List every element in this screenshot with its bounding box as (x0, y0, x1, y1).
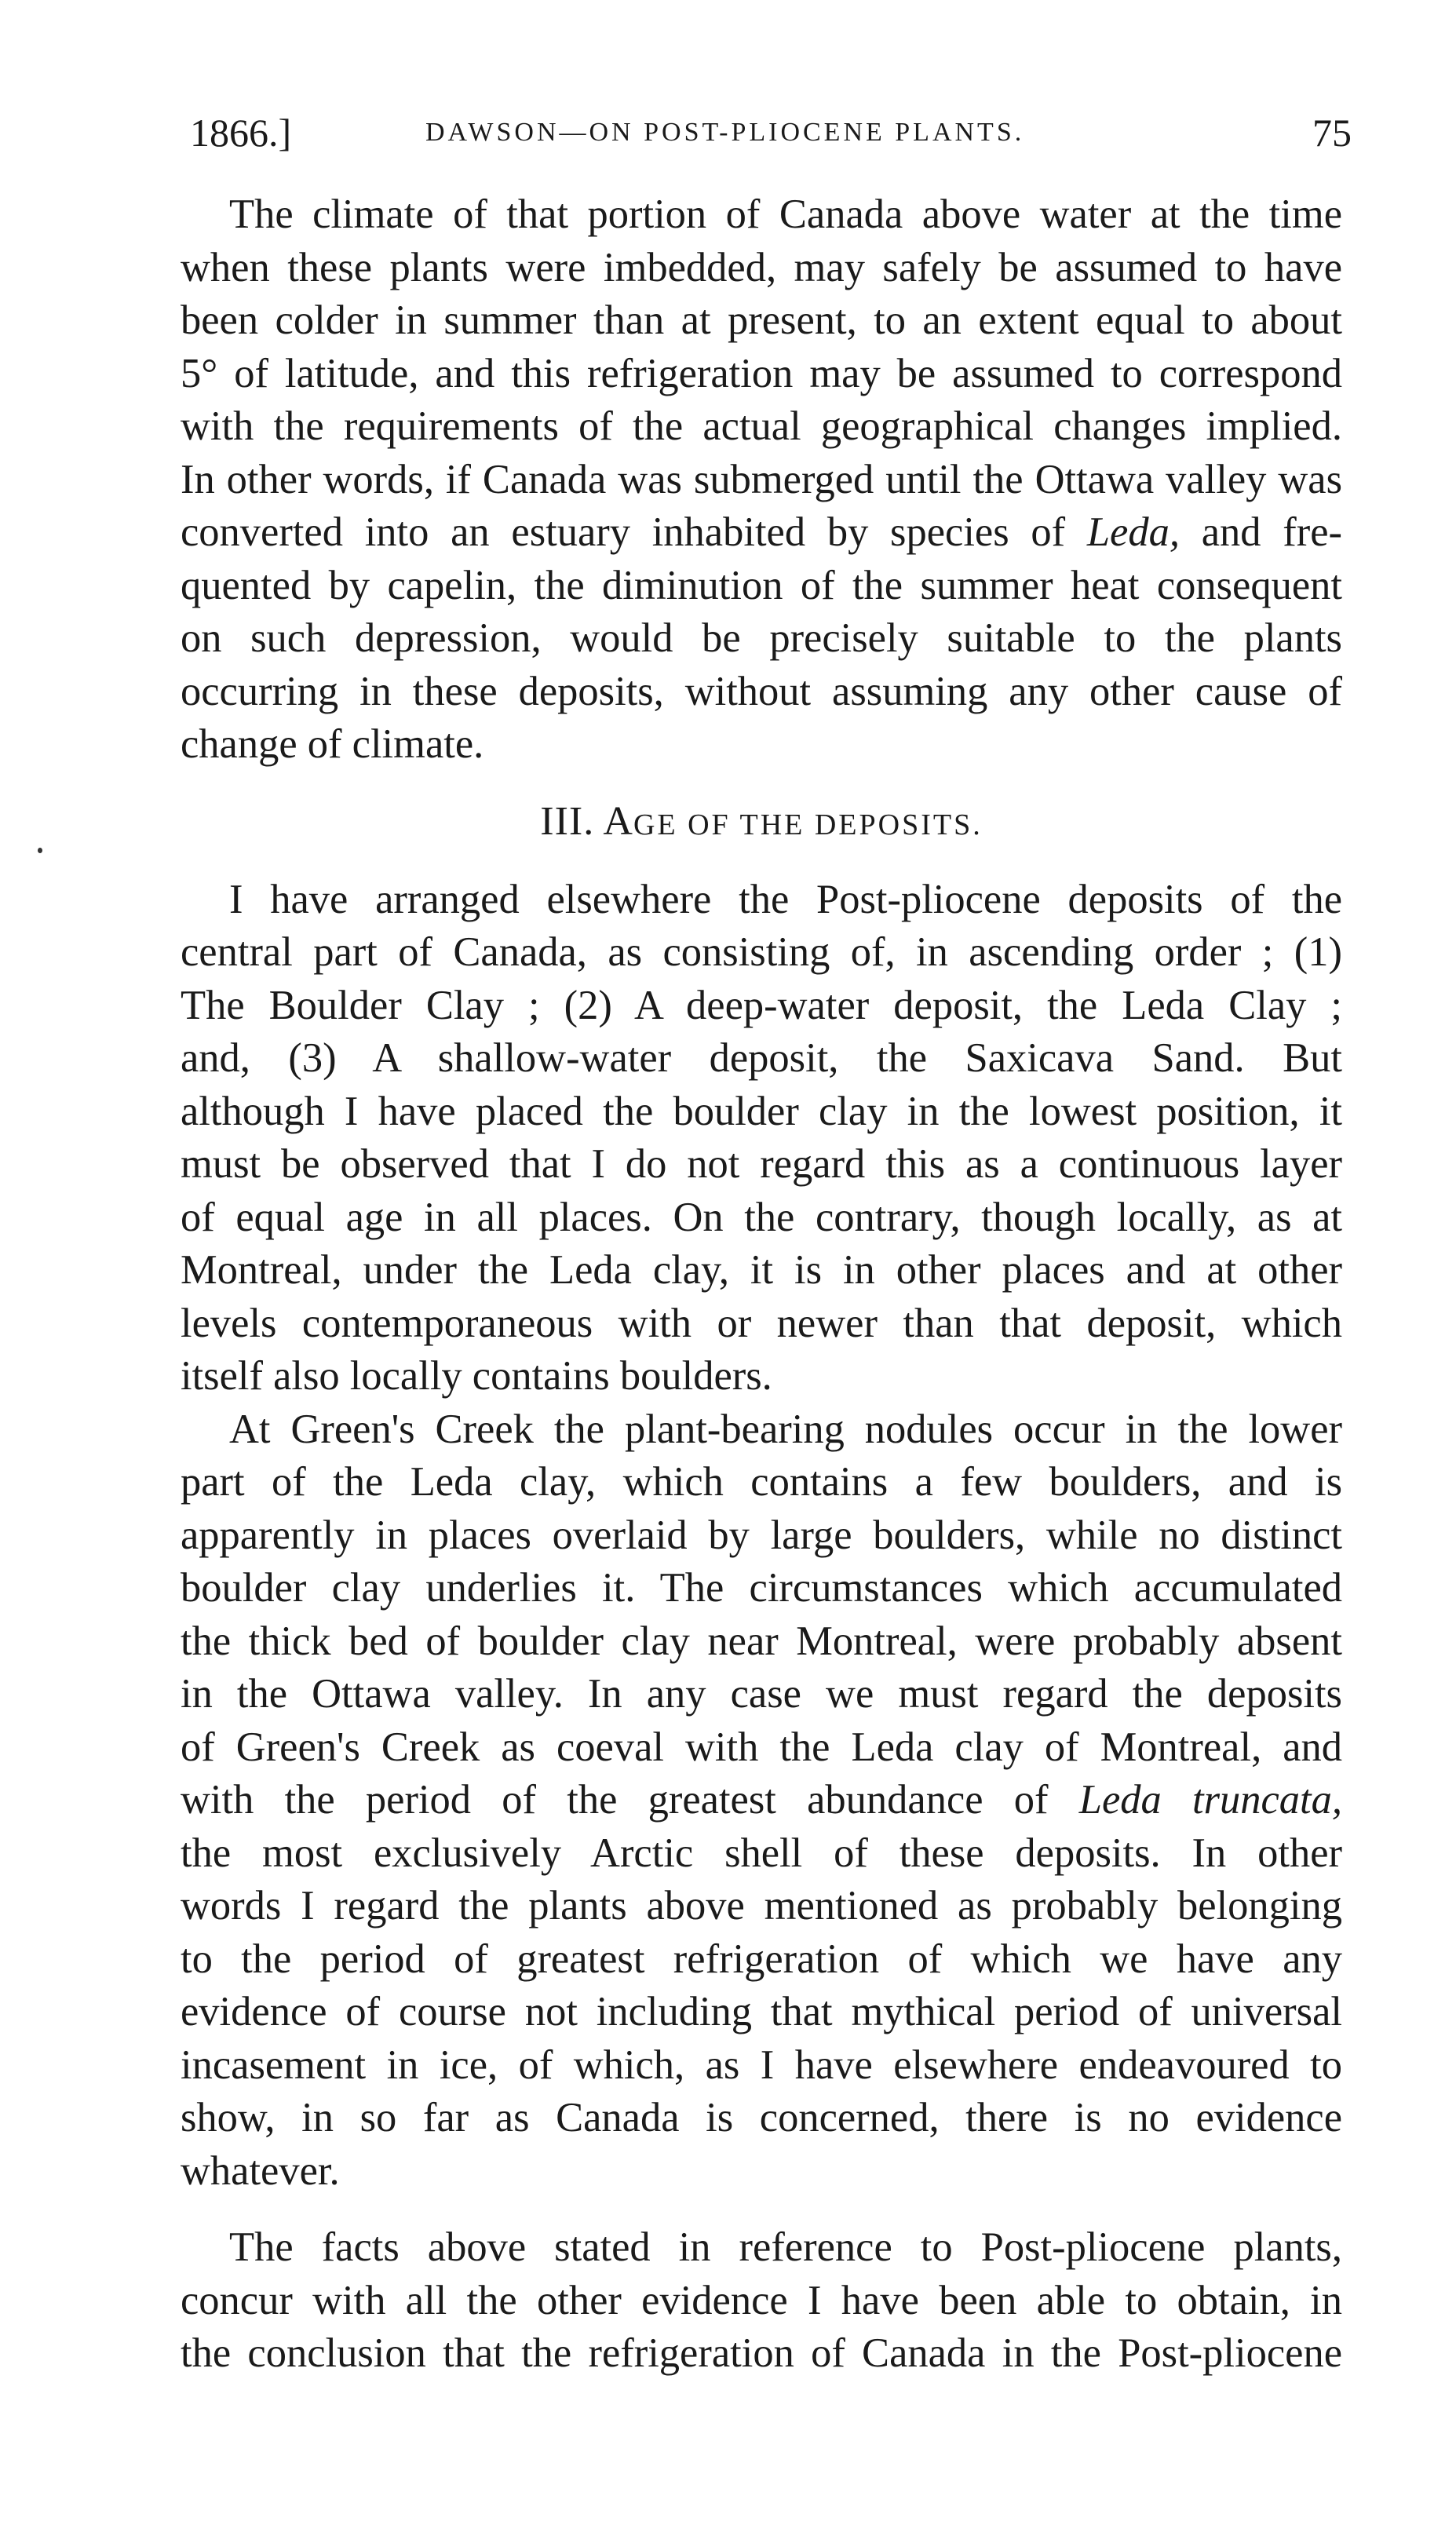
text-line: of Green's Creek as coeval with the Leda clay of Montreal, and (181, 1724, 1342, 1770)
text-line: to the period of greatest refrigeration of which we have any (181, 1936, 1342, 1982)
text-line: incasement in ice, of which, as I have elsewhere endeavoured to (181, 2042, 1342, 2088)
text-line: change of climate. (181, 721, 484, 767)
text-line: quented by capelin, the diminution of the summer heat consequent (181, 562, 1342, 608)
text-line: words I regard the plants above mentioned as probably belonging (181, 1883, 1342, 1928)
text-line: The Boulder Clay ; (2) A deep-water deposit, the Leda Clay ; (181, 982, 1342, 1028)
text-line: been colder in summer than at present, to an extent equal to about (181, 297, 1342, 343)
text-line: occurring in these deposits, without assuming any other cause of (181, 668, 1342, 714)
italic-species: Leda truncata, (1078, 1777, 1343, 1823)
text-line: on such depression, would be precisely suitable to the plants (181, 615, 1342, 661)
text-line: evidence of course not including that mythical period of universal (181, 1989, 1342, 2034)
text-line: whatever. (181, 2147, 340, 2194)
page-number: 75 (1312, 111, 1352, 155)
text-line: At Green's Creek the plant-bearing nodules occur in the lower (229, 1406, 1342, 1452)
running-head (190, 110, 1352, 173)
text-line: boulder clay underlies it. The circumstances which accumulated (181, 1565, 1342, 1611)
text-line: of equal age in all places. On the contrary, though locally, as at (181, 1194, 1342, 1240)
text-line (181, 506, 1342, 560)
paragraph-facts (181, 2221, 1342, 2381)
text-line: although I have placed the boulder clay in the lowest position, it (181, 1088, 1342, 1134)
heading-small-caps: GE OF THE DEPOSITS. (633, 808, 983, 841)
header-year: 1866.] (190, 111, 292, 155)
text-line: Montreal, under the Leda clay, it is in other places and at other (181, 1247, 1342, 1293)
text-line: The climate of that portion of Canada above water at the time (229, 192, 1342, 237)
text-line: with the requirements of the actual geographical changes implied. (181, 403, 1342, 449)
text-line: I have arranged elsewhere the Post-pliocene deposits of the (229, 876, 1342, 922)
stray-mark (38, 848, 42, 853)
section-heading (181, 795, 1342, 852)
text-line: the thick bed of boulder clay near Montreal, were probably absent (181, 1618, 1342, 1664)
text-line: apparently in places overlaid by large boulders, while no distinct (181, 1512, 1342, 1558)
text-line: concur with all the other evidence I have been able to obtain, in (181, 2277, 1342, 2323)
paragraph-climate (181, 188, 1342, 772)
text-line: the most exclusively Arctic shell of these deposits. In other (181, 1830, 1342, 1876)
text-line (181, 1774, 1342, 1827)
text-line: and, (3) A shallow-water deposit, the Saxicava Sand. But (181, 1035, 1342, 1081)
body-text (181, 188, 1342, 2381)
heading-first-letter: A (603, 798, 633, 844)
paragraph-arrangement (181, 874, 1342, 1403)
heading-numeral: III. (540, 798, 595, 844)
text-line: show, in so far as Canada is concerned, there is no evidence (181, 2095, 1342, 2140)
text-line: must be observed that I do not regard this as a continuous layer (181, 1141, 1342, 1187)
text-line: part of the Leda clay, which contains a few boulders, and is (181, 1459, 1342, 1505)
text-segment: and fre- (1201, 509, 1343, 555)
header-title: DAWSON—ON POST-PLIOCENE PLANTS. (425, 118, 1025, 147)
paragraph-greens-creek (181, 1403, 1342, 2199)
text-line: when these plants were imbedded, may safely be assumed to have (181, 244, 1342, 290)
italic-species: Leda, (1086, 509, 1180, 555)
text-line: itself also locally contains boulders. (181, 1353, 772, 1399)
text-segment: with the period of the greatest abundance of (181, 1777, 1049, 1823)
text-line: central part of Canada, as consisting of, in ascending order ; (1) (181, 929, 1342, 975)
text-line: In other words, if Canada was submerged until the Ottawa valley was (181, 456, 1342, 502)
text-line: The facts above stated in reference to Post-pliocene plants, (229, 2224, 1342, 2270)
text-line: levels contemporaneous with or newer than that deposit, which (181, 1300, 1342, 1346)
text-segment: converted into an estuary inhabited by species of (181, 509, 1066, 555)
text-line: in the Ottawa valley. In any case we must regard the deposits (181, 1671, 1342, 1717)
text-line: the conclusion that the refrigeration of Canada in the Post-pliocene (181, 2330, 1342, 2376)
text-line: 5° of latitude, and this refrigeration may be assumed to correspond (181, 350, 1342, 396)
